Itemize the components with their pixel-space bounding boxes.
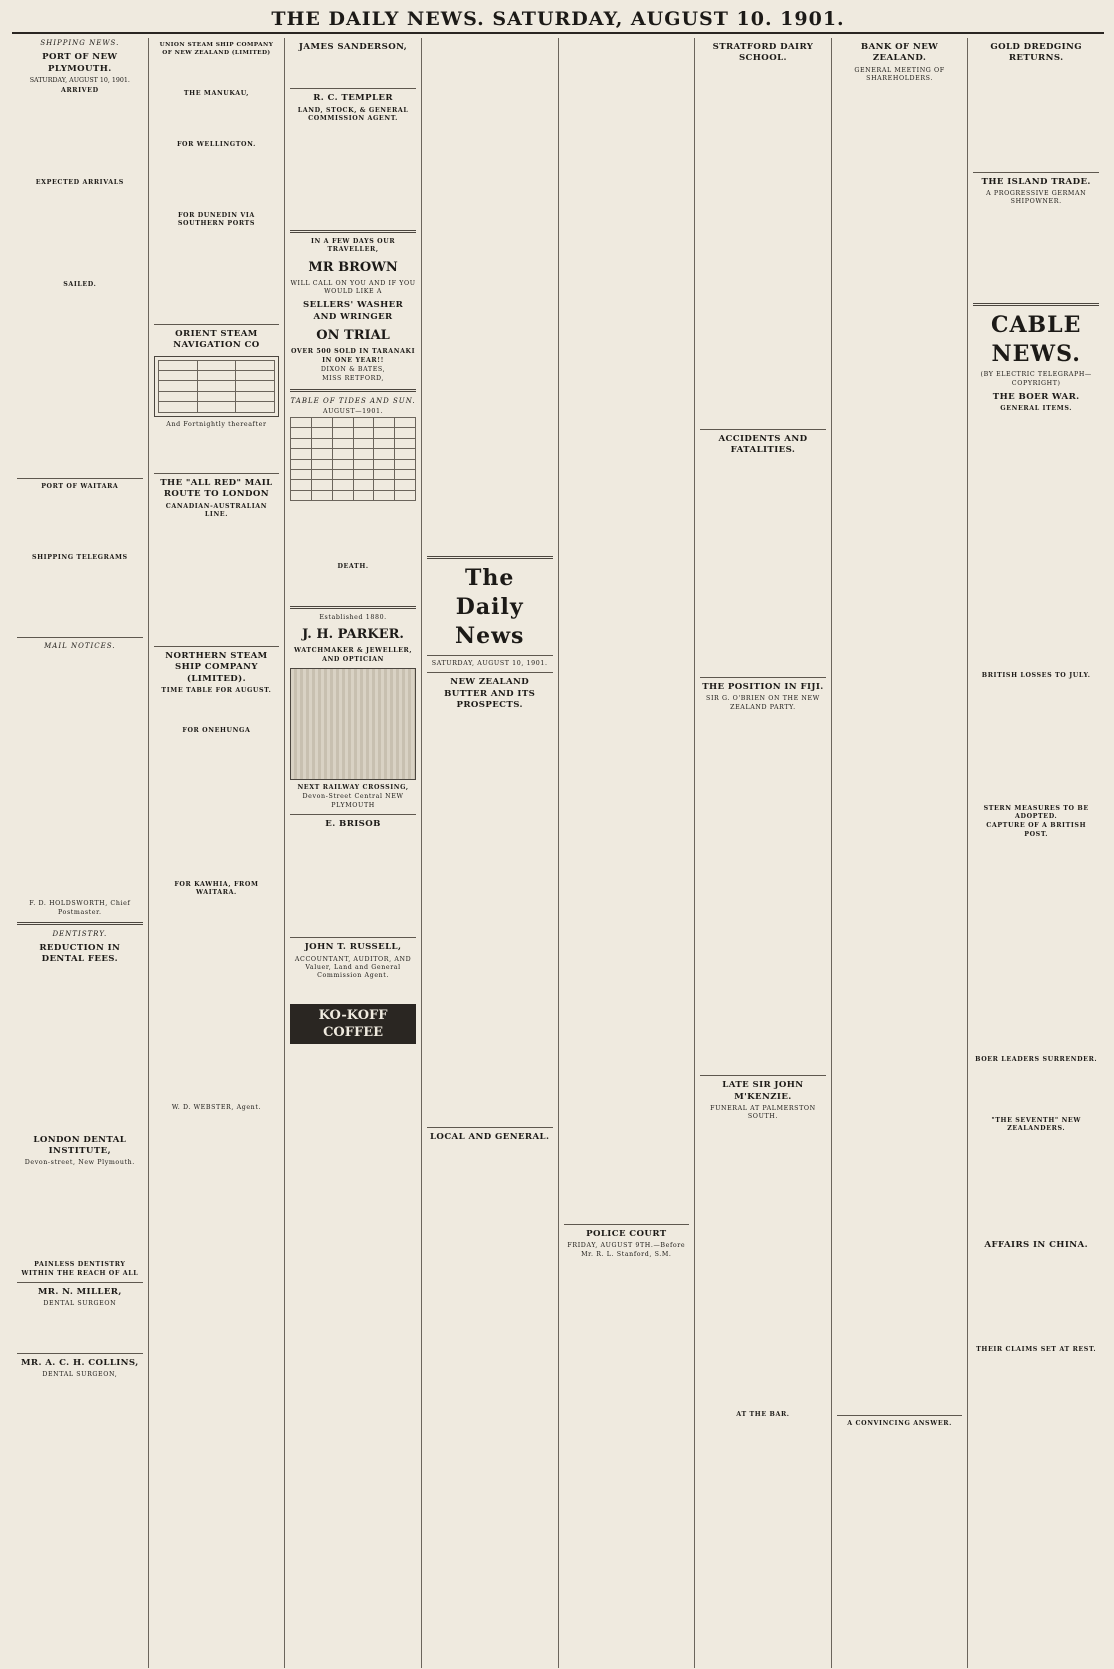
fortnightly: And Fortnightly thereafter (166, 420, 267, 428)
police-heading: POLICE COURT (586, 1229, 667, 1240)
waitara-heading: PORT OF WAITARA (41, 482, 119, 490)
section-shipping: SHIPPING NEWS. (40, 39, 120, 47)
gold-heading: GOLD DREDGING RETURNS. (990, 42, 1083, 64)
manukau-text (154, 99, 280, 138)
general-heading: GENERAL ITEMS. (1000, 405, 1073, 413)
union-heading: UNION STEAM SHIP COMPANY OF NEW ZEALAND (LIMITED) (159, 42, 274, 56)
miller-text (17, 1309, 143, 1348)
allred-heading: THE "ALL RED" MAIL ROUTE TO LONDON (160, 478, 273, 500)
parker-heading: J. H. PARKER. (302, 627, 404, 643)
daily-news-title: The Daily News (454, 564, 525, 649)
mail-heading: MAIL NOTICES. (44, 641, 116, 650)
orient-heading: ORIENT STEAM NAVIGATION CO (173, 329, 260, 351)
gold-text (973, 67, 1099, 168)
will-call: WILL CALL ON YOU AND IF YOU WOULD LIKE A (290, 279, 416, 296)
dentistry-heading: DENTISTRY. (52, 929, 108, 938)
sanderson-text (290, 55, 416, 84)
bar-heading: AT THE BAR. (736, 1410, 790, 1418)
kawhia-text (154, 898, 280, 1102)
tides-table (290, 417, 416, 501)
mckenzie-heading: LATE SIR JOHN M'KENZIE. (722, 1080, 804, 1102)
canadian-text (154, 520, 280, 642)
column-steamers (149, 38, 286, 1668)
russell-text (290, 982, 416, 1001)
next-crossing: NEXT RAILWAY CROSSING, (297, 784, 409, 792)
reply-heading: A CONVINCING ANSWER. (847, 1419, 952, 1427)
tides-month: AUGUST—1901. (322, 407, 384, 415)
onehunga-heading: FOR ONEHUNGA (182, 727, 251, 735)
accidents-heading: ACCIDENTS AND FATALITIES. (718, 434, 808, 456)
column-shipping (12, 38, 149, 1668)
timetable-text (154, 696, 280, 725)
top-text (427, 38, 553, 551)
bank-text (837, 84, 963, 1410)
column5-text (564, 38, 690, 1220)
orient-table (154, 356, 280, 417)
canadian-heading: CANADIAN-AUSTRALIAN LINE. (165, 502, 268, 519)
sanderson-heading: JAMES SANDERSON, (298, 42, 408, 52)
column-adverts (285, 38, 422, 1668)
expected-text (17, 188, 143, 279)
losses-text (973, 681, 1099, 803)
painless-heading: PAINLESS DENTISTRY WITHIN THE REACH OF ALL (21, 1261, 139, 1277)
claims-text (973, 1355, 1099, 1456)
institute-street: Devon-street, New Plymouth. (24, 1159, 135, 1167)
washer-heading: SELLERS' WASHER AND WRINGER (302, 300, 404, 322)
parker-address: Devon-Street Central NEW PLYMOUTH (302, 793, 404, 809)
cable-sub: (BY ELECTRIC TELEGRAPH—COPYRIGHT) (980, 371, 1092, 387)
union-text (154, 59, 280, 88)
over-sold: OVER 500 SOLD IN TARANAKI IN ONE YEAR!! (290, 348, 416, 364)
china-heading: AFFAIRS IN CHINA. (984, 1239, 1088, 1250)
seventh-heading: "THE SEVENTH" NEW ZEALANDERS. (991, 1117, 1081, 1133)
postmaster: F. D. HOLDSWORTH, Chief Postmaster. (29, 900, 131, 916)
arrived-heading: ARRIVED (60, 87, 99, 95)
kawhia-heading: FOR KAWHIA, FROM WAITARA. (174, 880, 259, 896)
miller-name: MR. N. MILLER, (37, 1286, 122, 1297)
editorial-date: SATURDAY, AUGUST 10, 1901. (431, 659, 548, 667)
tides-heading: TABLE OF TIDES AND SUN. (290, 396, 416, 405)
capture-text (973, 840, 1099, 1054)
bank-sub: GENERAL MEETING OF SHAREHOLDERS. (854, 66, 945, 82)
column-bank (832, 38, 969, 1668)
brisob-heading: E. BRISOB (325, 818, 381, 829)
boer-leaders-text (973, 1066, 1099, 1115)
island-sub: A PROGRESSIVE GERMAN SHIPOWNER. (986, 190, 1087, 206)
mckenzie-text (700, 1123, 826, 1409)
templer-heading: R. C. TEMPLER (313, 93, 393, 104)
few-days: IN A FEW DAYS OUR TRAVELLER, (310, 238, 396, 254)
fiji-text (700, 713, 826, 1071)
onehunga-text (154, 736, 280, 878)
butter-heading: NEW ZEALAND BUTTER AND ITS PROSPECTS. (444, 677, 536, 710)
dunedin-text (154, 229, 280, 320)
bar-text (700, 1420, 826, 1521)
russell-sub: ACCOUNTANT, AUDITOR, AND Valuer, Land and General Commission Agent. (294, 955, 412, 980)
local-heading: LOCAL AND GENERAL. (429, 1132, 550, 1143)
wellington-text (154, 150, 280, 210)
established: Established 1880. (319, 614, 387, 622)
accidents-text (700, 459, 826, 673)
capture-heading: CAPTURE OF A BRITISH POST. (986, 822, 1087, 838)
parker-sub: WATCHMAKER & JEWELLER, AND OPTICIAN (293, 647, 413, 663)
miller-title: DENTAL SURGEON (43, 1300, 117, 1308)
northern-heading: NORTHERN STEAM SHIP COMPANY (LIMITED). (165, 650, 268, 684)
boer-leaders-heading: BOER LEADERS SURRENDER. (975, 1056, 1098, 1064)
stern-heading: STERN MEASURES TO BE ADOPTED. (983, 804, 1089, 821)
police-text (564, 1260, 690, 1588)
expected-heading: EXPECTED ARRIVALS (35, 178, 124, 186)
cable-heading: CABLE NEWS. (990, 312, 1082, 368)
reduction-heading: REDUCTION IN DENTAL FEES. (39, 943, 121, 965)
trial-heading: ON TRIAL (316, 328, 390, 344)
butter-text (427, 713, 553, 1123)
masthead-title: THE DAILY NEWS. SATURDAY, AUGUST 10. 1901. (271, 8, 845, 30)
collins-name: MR. A. C. H. COLLINS, (20, 1357, 139, 1368)
arrived-text (17, 97, 143, 177)
boer-heading: THE BOER WAR. (992, 391, 1080, 402)
seventh-text (973, 1135, 1099, 1236)
sailed-heading: SAILED. (63, 280, 97, 288)
death-text (290, 572, 416, 601)
island-text (973, 208, 1099, 299)
local-text (427, 1145, 553, 1555)
russell-heading: JOHN T. RUSSELL, (304, 942, 402, 953)
column-local-continued (559, 38, 696, 1668)
webster: W. D. WEBSTER, Agent. (171, 1104, 262, 1112)
reply-text (837, 1429, 963, 1540)
brisob-text (290, 832, 416, 933)
tides-notes (290, 501, 416, 561)
masthead (12, 6, 1104, 34)
timetable-heading: TIME TABLE FOR AUGUST. (161, 686, 272, 694)
fiji-heading: THE POSITION IN FIJI. (702, 682, 824, 692)
sailed-text (17, 290, 143, 473)
collins-title: DENTAL SURGEON, (42, 1371, 118, 1378)
collins-text (17, 1380, 143, 1440)
losses-heading: BRITISH LOSSES TO JULY. (981, 671, 1091, 679)
waitara-text (17, 492, 143, 552)
templer-sub: LAND, STOCK, & GENERAL COMMISSION AGENT. (297, 106, 409, 122)
general-text (973, 415, 1099, 670)
port-date: SATURDAY, AUGUST 10, 1901. (29, 76, 130, 84)
column-provincial (695, 38, 832, 1668)
dairy-heading: STRATFORD DAIRY SCHOOL. (712, 42, 814, 64)
bank-heading: BANK OF NEW ZEALAND. (860, 42, 939, 64)
port-heading: PORT OF NEW PLYMOUTH. (42, 52, 118, 74)
dunedin-heading: FOR DUNEDIN VIA SOUTHERN PORTS (177, 211, 255, 228)
columns (12, 38, 1104, 1668)
orient-schedule (158, 360, 276, 413)
webster-text (154, 1113, 280, 1235)
mail-text (17, 653, 143, 898)
kokoff-banner: KO-KOFF COFFEE (290, 1004, 416, 1044)
orient-text (154, 430, 280, 469)
parker-shop-illustration (290, 668, 416, 780)
china-text (973, 1253, 1099, 1344)
telegrams-text (17, 563, 143, 633)
telegrams-heading: SHIPPING TELEGRAMS (31, 553, 128, 561)
fiji-sub: SIR G. O'BRIEN ON THE NEW ZEALAND PARTY. (706, 695, 820, 711)
police-sub: FRIDAY, AUGUST 9TH.—Before Mr. R. L. Stanford, S.M. (567, 1242, 686, 1258)
retford: MISS RETFORD, (322, 375, 384, 383)
dixon-bates: DIXON & BATES, (320, 365, 386, 373)
column-editorial (422, 38, 559, 1668)
templer-text (290, 124, 416, 225)
brown-heading: MR BROWN (308, 259, 398, 275)
mckenzie-sub: FUNERAL AT PALMERSTON SOUTH. (710, 1105, 816, 1121)
institute-heading: LONDON DENTAL INSTITUTE, (33, 1134, 127, 1156)
claims-heading: THEIR CLAIMS SET AT REST. (976, 1345, 1097, 1353)
reduction-text (17, 968, 143, 1131)
death-heading: DEATH. (337, 562, 369, 570)
institute-text (17, 1169, 143, 1260)
column-cable (968, 38, 1104, 1668)
wellington-heading: FOR WELLINGTON. (176, 140, 256, 148)
manukau-heading: THE MANUKAU, (183, 90, 249, 98)
dairy-text (700, 67, 826, 425)
island-heading: THE ISLAND TRADE. (981, 176, 1091, 187)
